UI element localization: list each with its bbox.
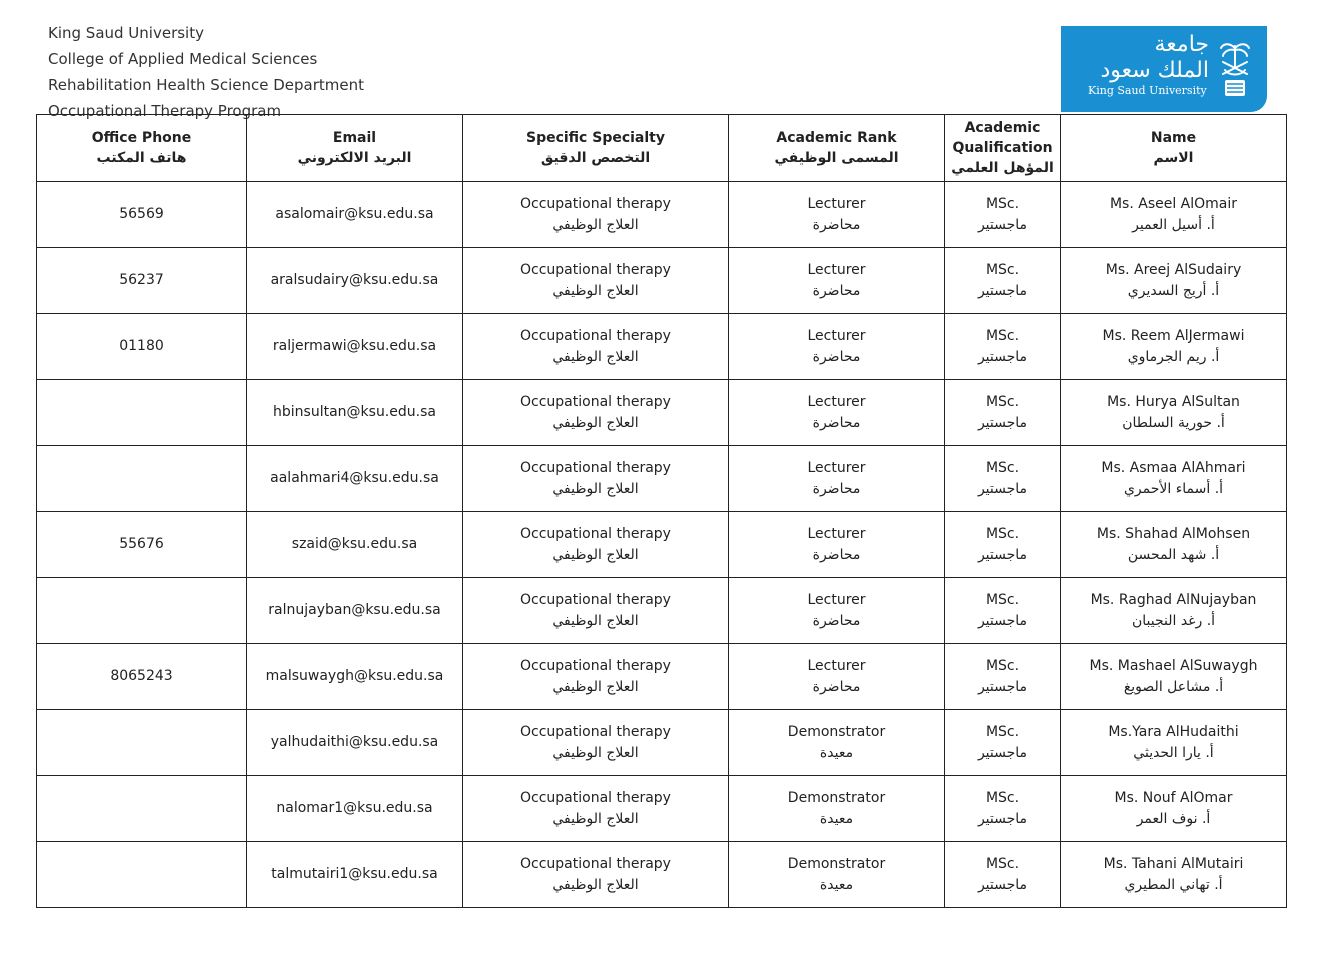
rank-ar: معيدة	[819, 744, 854, 761]
email-cell	[247, 446, 463, 512]
qualification-cell	[945, 512, 1061, 578]
column-header-specialty: Specific Specialty التخصص الدقيق	[463, 115, 729, 182]
column-header-name: Name الاسم	[1061, 115, 1287, 182]
email-address: szaid@ksu.edu.sa	[291, 536, 418, 552]
office-phone-cell	[37, 644, 247, 710]
specialty-en: Occupational therapy	[520, 855, 671, 872]
name-en: Ms. Tahani AlMutairi	[1103, 855, 1244, 872]
qualification-cell	[945, 446, 1061, 512]
office-phone-cell	[37, 380, 247, 446]
name-cell	[1061, 512, 1287, 578]
logo-arabic-line1: جامعة	[1154, 32, 1209, 57]
academic-rank-cell	[729, 644, 945, 710]
name-ar: أ. شهد المحسن	[1127, 546, 1220, 563]
office-phone: 56569	[119, 206, 164, 222]
rank-ar: محاضرة	[812, 480, 861, 497]
academic-rank-cell	[729, 578, 945, 644]
rank-en: Lecturer	[807, 591, 866, 608]
qualification-cell	[945, 644, 1061, 710]
name-en: Ms. Reem AlJermawi	[1102, 327, 1245, 344]
qualification-en: MSc.	[985, 855, 1020, 872]
specialty-en: Occupational therapy	[520, 591, 671, 608]
specialty-ar: العلاج الوظيفي	[552, 546, 639, 563]
academic-rank-cell	[729, 776, 945, 842]
column-header-academic-rank: Academic Rank المسمى الوظيفي	[729, 115, 945, 182]
qualification-en: MSc.	[985, 327, 1020, 344]
email-address: asalomair@ksu.edu.sa	[275, 206, 434, 222]
name-ar: أ. ريم الجرماوي	[1127, 348, 1220, 365]
name-en: Ms. Raghad AlNujayban	[1090, 591, 1257, 608]
email-address: raljermawi@ksu.edu.sa	[272, 338, 437, 354]
name-en: Ms. Asmaa AlAhmari	[1101, 459, 1246, 476]
rank-en: Demonstrator	[787, 789, 886, 806]
email-cell	[247, 512, 463, 578]
rank-ar: معيدة	[819, 876, 854, 893]
rank-en: Lecturer	[807, 525, 866, 542]
rank-en: Lecturer	[807, 327, 866, 344]
office-phone-cell	[37, 248, 247, 314]
column-header-office-phone: Office Phone هاتف المكتب	[37, 115, 247, 182]
staff-directory-table	[36, 114, 1287, 908]
specialty-en: Occupational therapy	[520, 393, 671, 410]
specialty-ar: العلاج الوظيفي	[552, 678, 639, 695]
specialty-en: Occupational therapy	[520, 459, 671, 476]
rank-ar: محاضرة	[812, 348, 861, 365]
specialty-cell	[463, 842, 729, 908]
table-row	[37, 380, 1287, 446]
rank-ar: محاضرة	[812, 612, 861, 629]
rank-en: Lecturer	[807, 195, 866, 212]
column-header-academic-qualification: Academic Qualification المؤهل العلمي	[945, 115, 1061, 182]
academic-rank-cell	[729, 446, 945, 512]
logo-arabic-line2: الملك سعود	[1100, 58, 1209, 83]
table-row	[37, 248, 1287, 314]
qualification-en: MSc.	[985, 591, 1020, 608]
rank-ar: محاضرة	[812, 546, 861, 563]
table-row	[37, 776, 1287, 842]
name-en: Ms. Areej AlSudairy	[1105, 261, 1242, 278]
table-row	[37, 182, 1287, 248]
specialty-cell	[463, 446, 729, 512]
qualification-en: MSc.	[985, 459, 1020, 476]
email-cell	[247, 314, 463, 380]
qualification-ar: ماجستير	[977, 282, 1028, 299]
email-cell	[247, 182, 463, 248]
name-en: Ms. Hurya AlSultan	[1107, 393, 1240, 410]
qualification-ar: ماجستير	[977, 876, 1028, 893]
name-en: Ms. Mashael AlSuwaygh	[1089, 657, 1258, 674]
academic-rank-cell	[729, 842, 945, 908]
specialty-ar: العلاج الوظيفي	[552, 480, 639, 497]
table-row	[37, 842, 1287, 908]
qualification-cell	[945, 842, 1061, 908]
name-cell	[1061, 710, 1287, 776]
table-row	[37, 512, 1287, 578]
qualification-ar: ماجستير	[977, 744, 1028, 761]
logo-english-name: King Saud University	[1088, 84, 1207, 97]
column-header-email: Email البريد الالكتروني	[247, 115, 463, 182]
specialty-cell	[463, 710, 729, 776]
name-cell	[1061, 578, 1287, 644]
qualification-en: MSc.	[985, 393, 1020, 410]
qualification-ar: ماجستير	[977, 216, 1028, 233]
name-ar: أ. رغد النجيبان	[1131, 612, 1216, 629]
table-row	[37, 578, 1287, 644]
header-program: Occupational Therapy Program	[48, 102, 282, 120]
specialty-cell	[463, 776, 729, 842]
name-cell	[1061, 380, 1287, 446]
specialty-ar: العلاج الوظيفي	[552, 414, 639, 431]
name-ar: أ. أسماء الأحمري	[1123, 480, 1224, 497]
specialty-ar: العلاج الوظيفي	[552, 744, 639, 761]
office-phone-cell	[37, 776, 247, 842]
name-cell	[1061, 314, 1287, 380]
rank-ar: محاضرة	[812, 216, 861, 233]
email-address: nalomar1@ksu.edu.sa	[276, 800, 433, 816]
email-cell	[247, 776, 463, 842]
name-cell	[1061, 776, 1287, 842]
palm-swords-emblem-icon	[1217, 36, 1253, 102]
document-header	[48, 20, 364, 124]
office-phone-cell	[37, 446, 247, 512]
office-phone-cell	[37, 182, 247, 248]
name-ar: أ. حورية السلطان	[1122, 414, 1225, 431]
table-body	[37, 182, 1287, 908]
office-phone: 01180	[119, 338, 164, 354]
specialty-cell	[463, 578, 729, 644]
qualification-en: MSc.	[985, 657, 1020, 674]
email-cell	[247, 644, 463, 710]
qualification-ar: ماجستير	[977, 612, 1028, 629]
email-address: ralnujayban@ksu.edu.sa	[268, 602, 441, 618]
rank-en: Lecturer	[807, 393, 866, 410]
email-address: aralsudairy@ksu.edu.sa	[270, 272, 439, 288]
table-row	[37, 446, 1287, 512]
university-logo	[1061, 26, 1267, 112]
rank-ar: معيدة	[819, 810, 854, 827]
rank-en: Demonstrator	[787, 723, 886, 740]
email-cell	[247, 710, 463, 776]
specialty-ar: العلاج الوظيفي	[552, 282, 639, 299]
qualification-ar: ماجستير	[977, 414, 1028, 431]
name-ar: أ. أسيل العمير	[1132, 216, 1215, 233]
name-cell	[1061, 182, 1287, 248]
qualification-en: MSc.	[985, 195, 1020, 212]
specialty-en: Occupational therapy	[520, 261, 671, 278]
office-phone-cell	[37, 842, 247, 908]
specialty-en: Occupational therapy	[520, 525, 671, 542]
rank-en: Lecturer	[807, 459, 866, 476]
office-phone: 55676	[119, 536, 164, 552]
specialty-cell	[463, 314, 729, 380]
email-cell	[247, 842, 463, 908]
academic-rank-cell	[729, 248, 945, 314]
email-cell	[247, 248, 463, 314]
specialty-ar: العلاج الوظيفي	[552, 810, 639, 827]
specialty-ar: العلاج الوظيفي	[552, 348, 639, 365]
qualification-cell	[945, 710, 1061, 776]
name-cell	[1061, 248, 1287, 314]
qualification-ar: ماجستير	[977, 810, 1028, 827]
specialty-cell	[463, 644, 729, 710]
specialty-cell	[463, 248, 729, 314]
office-phone-cell	[37, 578, 247, 644]
qualification-ar: ماجستير	[977, 678, 1028, 695]
qualification-cell	[945, 578, 1061, 644]
qualification-en: MSc.	[985, 525, 1020, 542]
office-phone: 56237	[119, 272, 164, 288]
office-phone-cell	[37, 512, 247, 578]
rank-ar: محاضرة	[812, 282, 861, 299]
name-en: Ms. Aseel AlOmair	[1109, 195, 1238, 212]
specialty-en: Occupational therapy	[520, 789, 671, 806]
qualification-en: MSc.	[985, 789, 1020, 806]
rank-en: Lecturer	[807, 261, 866, 278]
table-row	[37, 644, 1287, 710]
name-cell	[1061, 644, 1287, 710]
name-ar: أ. يارا الحديثي	[1133, 744, 1214, 761]
name-cell	[1061, 446, 1287, 512]
qualification-cell	[945, 248, 1061, 314]
name-en: Ms. Shahad AlMohsen	[1096, 525, 1251, 542]
qualification-ar: ماجستير	[977, 480, 1028, 497]
header-department: Rehabilitation Health Science Department	[48, 76, 364, 94]
name-ar: أ. مشاعل الصويغ	[1123, 678, 1224, 695]
qualification-cell	[945, 314, 1061, 380]
qualification-cell	[945, 776, 1061, 842]
specialty-ar: العلاج الوظيفي	[552, 876, 639, 893]
rank-en: Demonstrator	[787, 855, 886, 872]
academic-rank-cell	[729, 710, 945, 776]
qualification-en: MSc.	[985, 261, 1020, 278]
qualification-ar: ماجستير	[977, 546, 1028, 563]
specialty-ar: العلاج الوظيفي	[552, 216, 639, 233]
specialty-en: Occupational therapy	[520, 195, 671, 212]
academic-rank-cell	[729, 380, 945, 446]
specialty-en: Occupational therapy	[520, 327, 671, 344]
name-ar: أ. أريج السديري	[1127, 282, 1220, 299]
email-address: yalhudaithi@ksu.edu.sa	[270, 734, 439, 750]
table-row	[37, 710, 1287, 776]
specialty-cell	[463, 182, 729, 248]
specialty-cell	[463, 380, 729, 446]
qualification-cell	[945, 380, 1061, 446]
header-college: College of Applied Medical Sciences	[48, 50, 318, 68]
office-phone-cell	[37, 314, 247, 380]
specialty-en: Occupational therapy	[520, 723, 671, 740]
name-en: Ms. Nouf AlOmar	[1114, 789, 1233, 806]
email-address: talmutairi1@ksu.edu.sa	[271, 866, 438, 882]
name-cell	[1061, 842, 1287, 908]
header-university: King Saud University	[48, 24, 204, 42]
qualification-ar: ماجستير	[977, 348, 1028, 365]
email-address: hbinsultan@ksu.edu.sa	[273, 404, 436, 420]
name-ar: أ. تهاني المطيري	[1124, 876, 1223, 893]
specialty-en: Occupational therapy	[520, 657, 671, 674]
rank-ar: محاضرة	[812, 678, 861, 695]
qualification-cell	[945, 182, 1061, 248]
name-ar: أ. نوف العمر	[1136, 810, 1211, 827]
academic-rank-cell	[729, 512, 945, 578]
email-cell	[247, 578, 463, 644]
office-phone-cell	[37, 710, 247, 776]
name-en: Ms.Yara AlHudaithi	[1108, 723, 1239, 740]
rank-ar: محاضرة	[812, 414, 861, 431]
email-address: malsuwaygh@ksu.edu.sa	[265, 668, 444, 684]
email-address: aalahmari4@ksu.edu.sa	[270, 470, 439, 486]
academic-rank-cell	[729, 182, 945, 248]
office-phone: 8065243	[110, 668, 173, 684]
table-header-row	[37, 115, 1287, 182]
email-cell	[247, 380, 463, 446]
specialty-cell	[463, 512, 729, 578]
academic-rank-cell	[729, 314, 945, 380]
specialty-ar: العلاج الوظيفي	[552, 612, 639, 629]
rank-en: Lecturer	[807, 657, 866, 674]
qualification-en: MSc.	[985, 723, 1020, 740]
table-row	[37, 314, 1287, 380]
